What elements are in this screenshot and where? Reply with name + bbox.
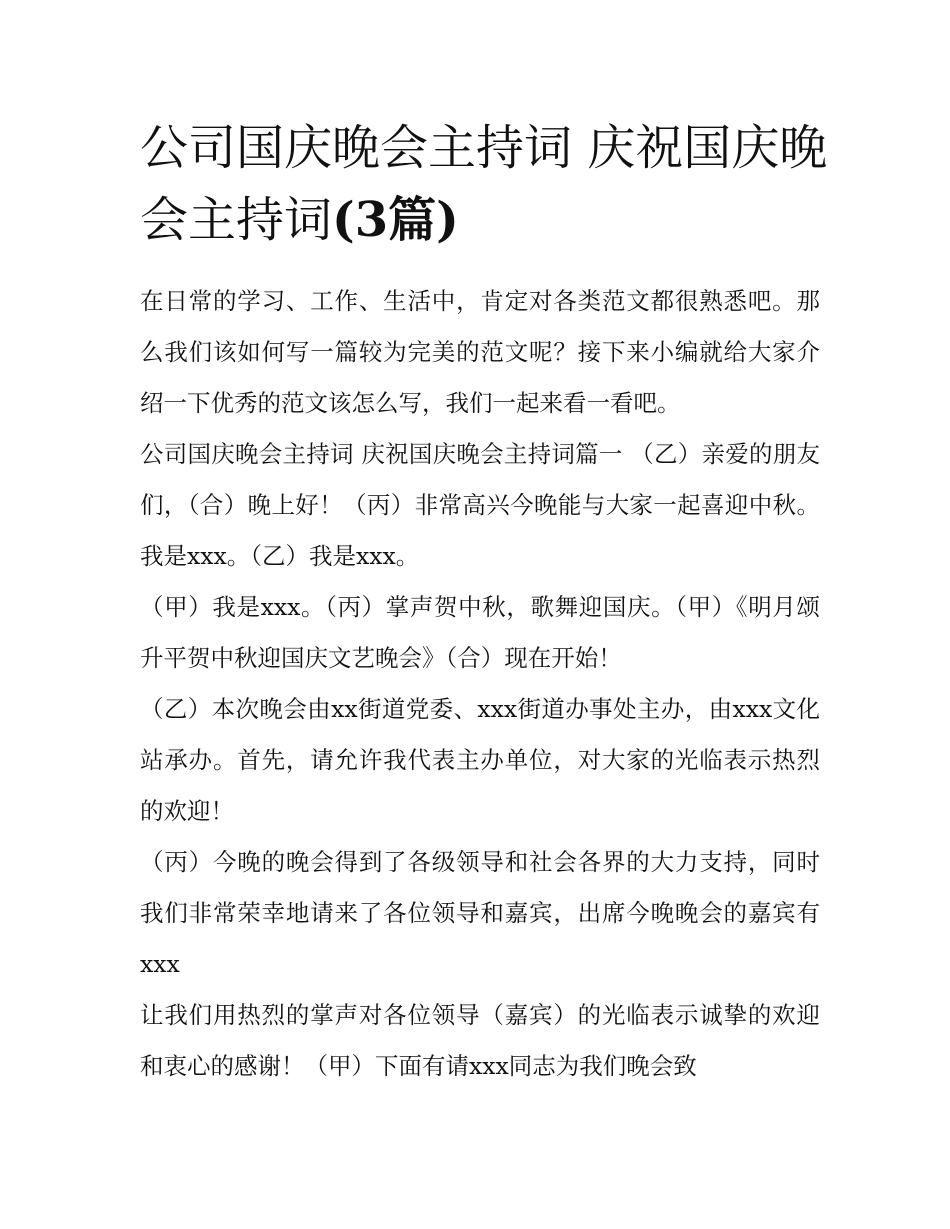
paragraph-thanks: 让我们用热烈的掌声对各位领导（嘉宾）的光临表示诚挚的欢迎和衷心的感谢！（甲）下面有请xxx同志为我们晚会致 <box>140 1001 820 1080</box>
paragraph-intro: 在日常的学习、工作、生活中，肯定对各类范文都很熟悉吧。那么我们该如何写一篇较为完美的范文呢？接下来小编就给大家介绍一下优秀的范文该怎么写，我们一起来看一看吧。 <box>140 287 820 417</box>
paragraph-guests: （丙）今晚的晚会得到了各级领导和社会各界的大力支持，同时我们非常荣幸地请来了各位领导和嘉宾，出席今晚晚会的嘉宾有xxx <box>140 848 820 978</box>
document-title <box>140 112 830 256</box>
paragraph-organizers: （乙）本次晚会由xx街道党委、xxx街道办事处主办，由xxx文化站承办。首先，请允许我代表主办单位，对大家的光临表示热烈的欢迎！ <box>140 695 820 825</box>
paragraph-opening: 公司国庆晚会主持词 庆祝国庆晚会主持词篇一 （乙）亲爱的朋友们，（合）晚上好！（丙）非常高兴今晚能与大家一起喜迎中秋。我是xxx。（乙）我是xxx。 <box>140 440 820 570</box>
document-body <box>140 276 820 1092</box>
title-text: 公司国庆晚会主持词 庆祝国庆晚会主持词 <box>140 120 828 248</box>
title-count: (3篇) <box>332 192 459 248</box>
paragraph-announcement: （甲）我是xxx。（丙）掌声贺中秋，歌舞迎国庆。（甲）《明月颂升平贺中秋迎国庆文艺晚会》（合）现在开始！ <box>140 593 820 672</box>
